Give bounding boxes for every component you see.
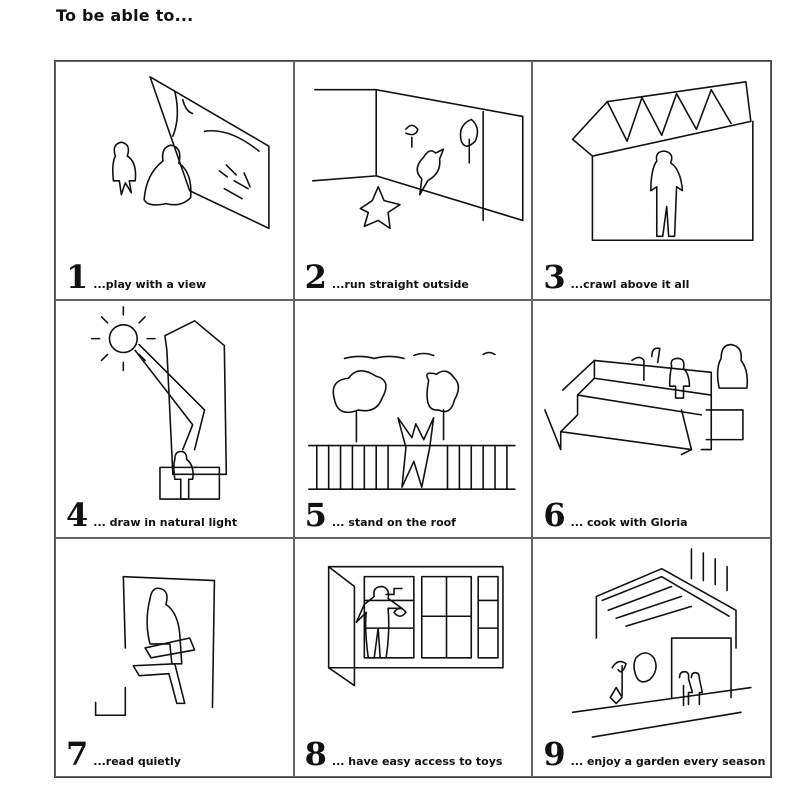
panel-7-caption bbox=[66, 735, 181, 773]
panel-6 bbox=[532, 300, 771, 539]
panel-3 bbox=[532, 61, 771, 300]
panel-1-text: ...play with a view bbox=[93, 277, 207, 291]
panel-8-caption bbox=[304, 735, 503, 773]
panel-4-text: ... draw in natural light bbox=[93, 516, 238, 530]
panel-5-caption bbox=[304, 496, 456, 535]
panel-3-number: 3 bbox=[543, 257, 566, 296]
panel-4 bbox=[55, 300, 294, 539]
panel-8 bbox=[294, 538, 533, 777]
panel-4-number: 4 bbox=[66, 496, 89, 535]
panel-8-number: 8 bbox=[304, 735, 327, 773]
panel-1-caption bbox=[66, 257, 207, 296]
panel-9-text: ... enjoy a garden every season bbox=[570, 755, 766, 768]
panel-1 bbox=[55, 61, 294, 300]
panel-5-number: 5 bbox=[304, 496, 327, 535]
panel-2-text: ...run straight outside bbox=[331, 277, 469, 291]
panel-5 bbox=[294, 300, 533, 539]
panel-9-number: 9 bbox=[543, 735, 566, 773]
panel-2 bbox=[294, 61, 533, 300]
panel-9 bbox=[532, 538, 771, 777]
panel-8-text: ... have easy access to toys bbox=[331, 755, 503, 768]
panel-7-text: ...read quietly bbox=[93, 755, 181, 768]
panel-3-text: ...crawl above it all bbox=[570, 277, 690, 291]
page-title: To be able to... bbox=[56, 6, 194, 25]
panel-4-caption bbox=[66, 496, 238, 535]
panel-5-text: ... stand on the roof bbox=[331, 516, 456, 530]
panel-2-caption bbox=[304, 257, 469, 296]
panel-3-caption bbox=[543, 257, 690, 296]
panel-6-caption bbox=[543, 496, 688, 535]
panel-7 bbox=[55, 538, 294, 777]
panel-6-text: ... cook with Gloria bbox=[570, 516, 688, 530]
sketch-grid bbox=[54, 60, 772, 778]
panel-7-number: 7 bbox=[66, 735, 89, 773]
panel-6-number: 6 bbox=[543, 496, 566, 535]
panel-2-number: 2 bbox=[304, 257, 327, 296]
panel-9-caption bbox=[543, 735, 766, 773]
panel-1-number: 1 bbox=[66, 257, 89, 296]
